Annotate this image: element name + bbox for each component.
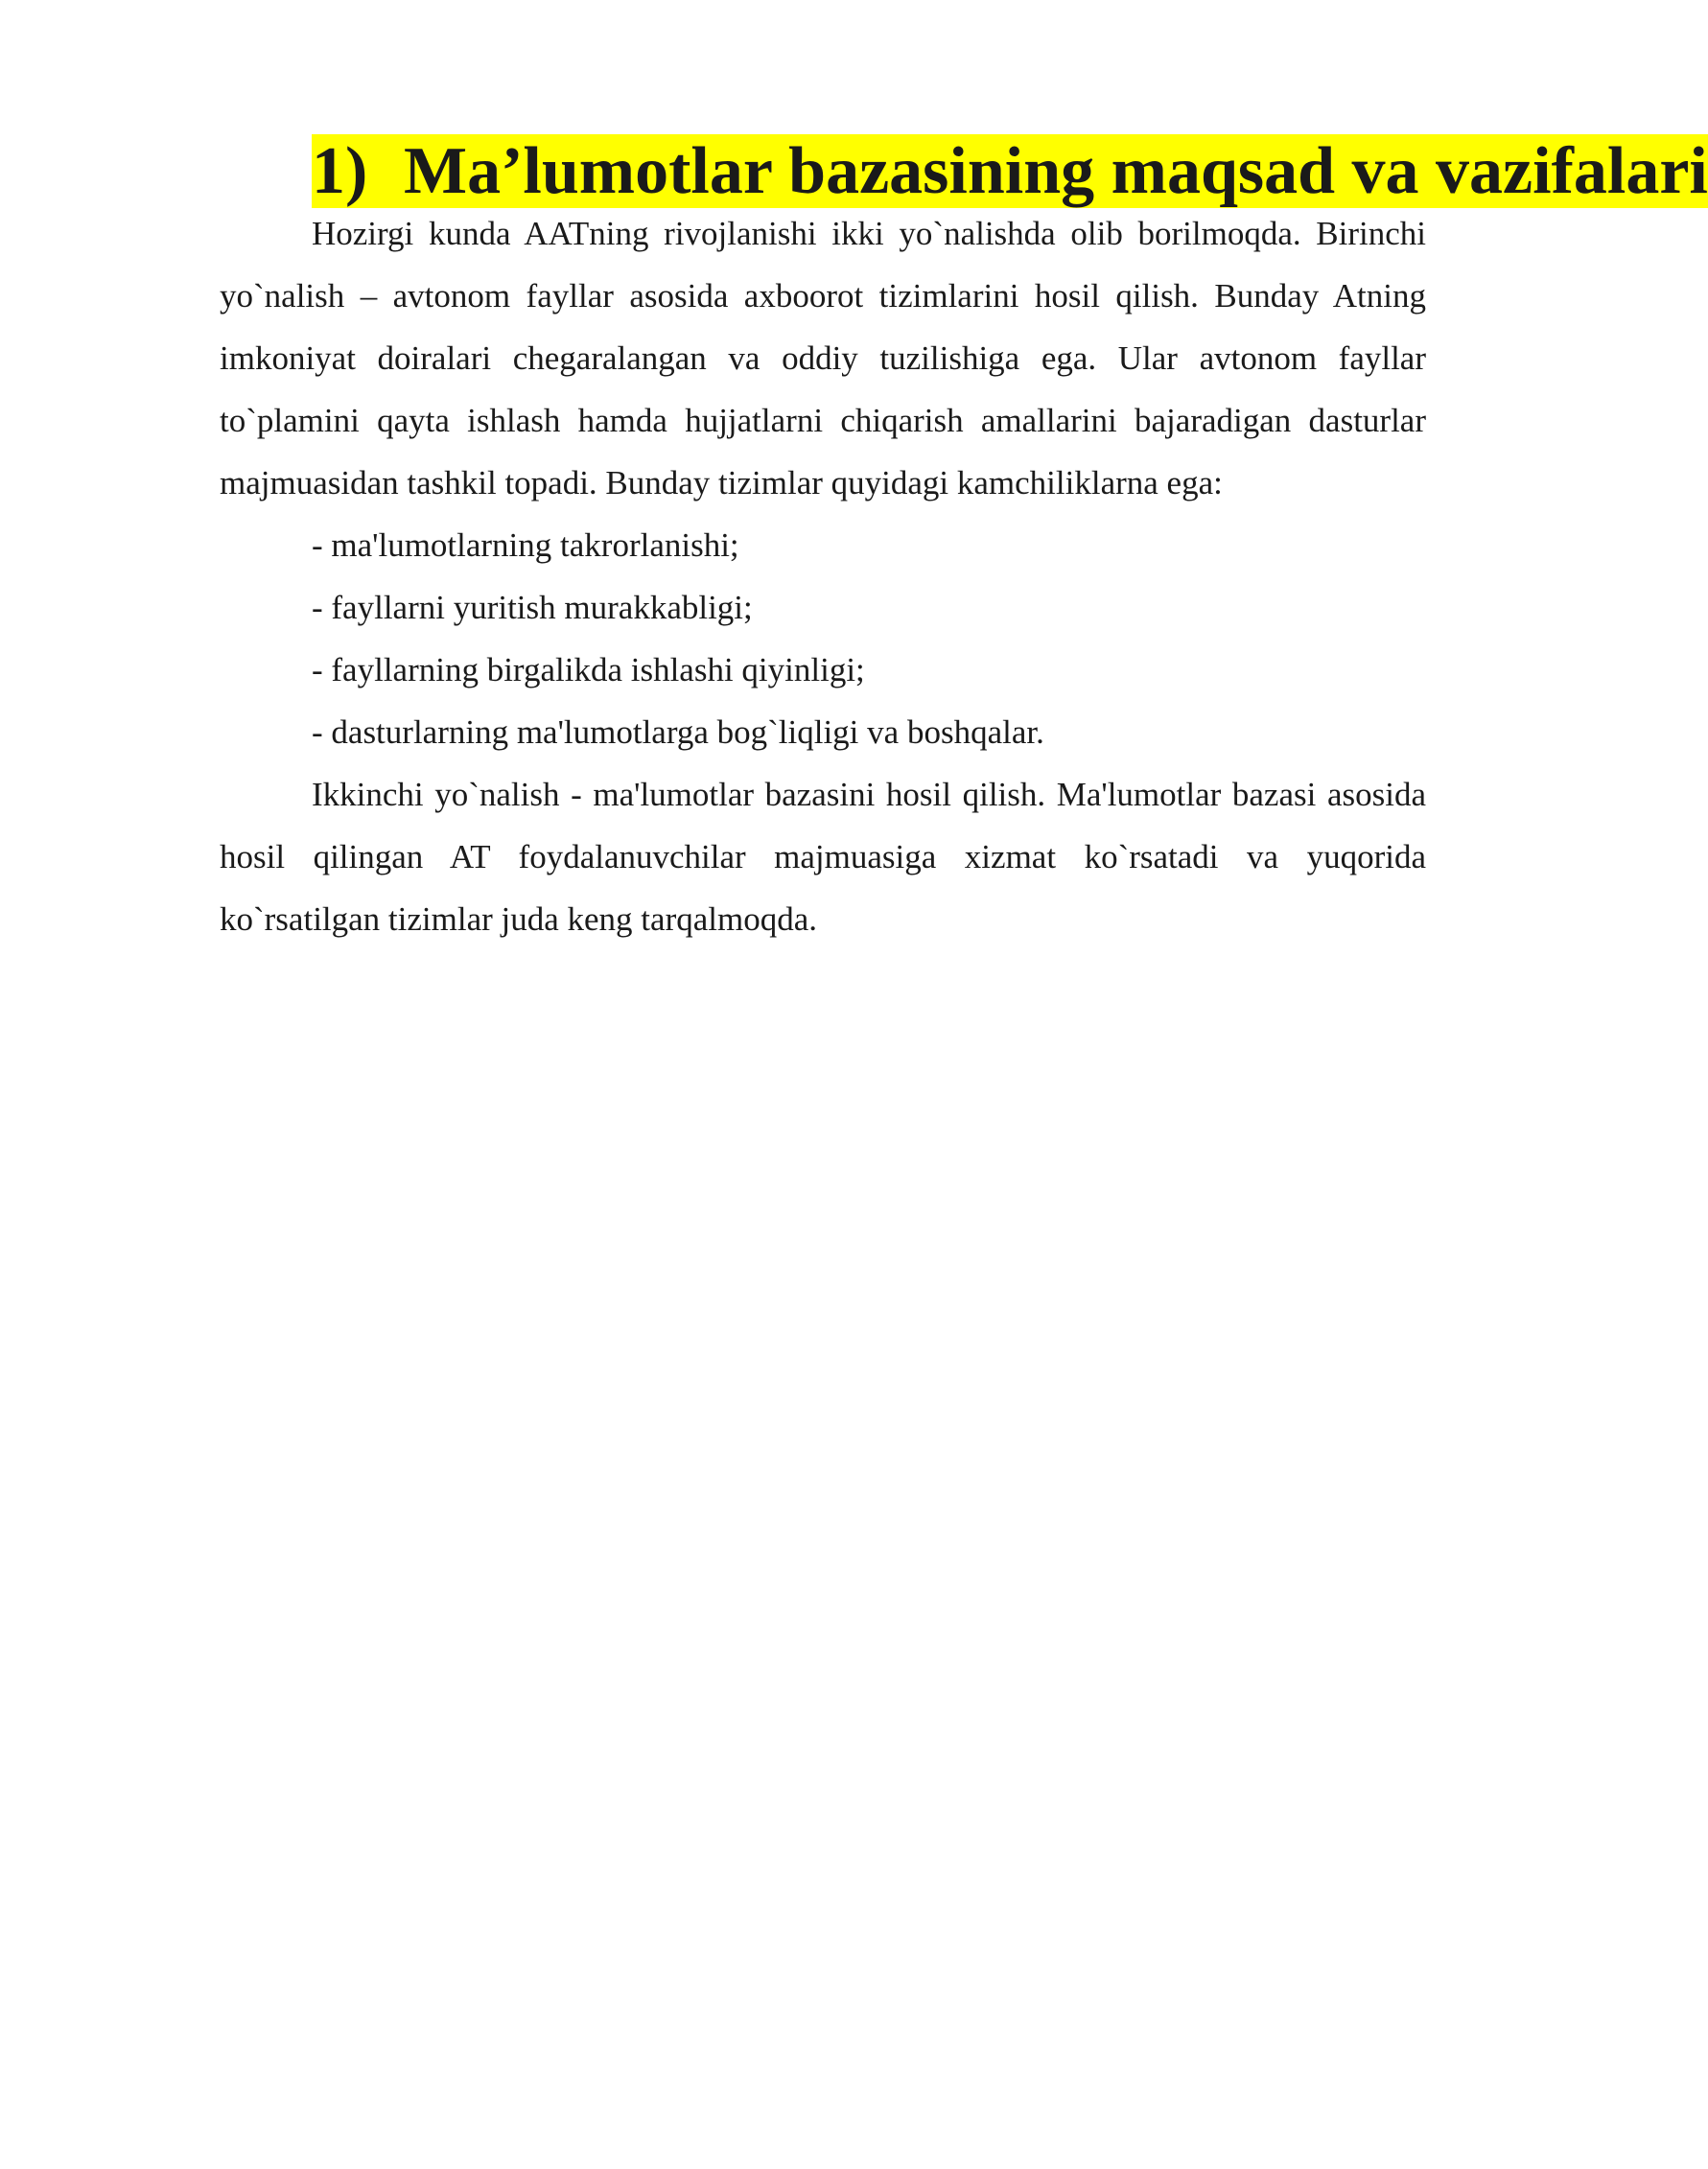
list-item: - ma'lumotlarning takrorlanishi; (312, 526, 739, 564)
paragraph-second-direction: Ikkinchi yo`nalish - ma'lumotlar bazasini hosil qilish. Ma'lumotlar bazasi asosida hosil qilingan AT foydalanuvchilar majmuasiga xizmat ko`rsatadi va yuqorida ko`rsatilgan tizimlar juda keng tarqalmoqda. (220, 776, 1426, 938)
paragraph-intro: Hozirgi kunda AATning rivojlanishi ikki yo`nalishda olib borilmoqda. Birinchi yo`nalish – avtonom fayllar asosida axboorot tizimlarini hosil qilish. Bunday Atning imkoniyat doiralari chegaralangan va oddiy tuzilishiga ega. Ular avtonom fayllar to`plamini qayta ishlash hamda hujjatlarni chiqarish amallarini bajaradigan dasturlar majmuasidan tashkil topadi. Bunday tizimlar quyidagi kamchiliklarna ega: (220, 215, 1426, 501)
drawbacks-list (220, 514, 1426, 763)
list-item: - fayllarning birgalikda ishlashi qiyinligi; (312, 651, 865, 688)
document-body (220, 134, 1708, 950)
list-item: - dasturlarning ma'lumotlarga bog`liqligi va boshqalar. (312, 713, 1044, 751)
heading-highlight (312, 134, 1708, 208)
heading-title: Ma’lumotlar bazasining maqsad va vazifalari (404, 134, 1708, 208)
section-heading (220, 134, 1708, 208)
list-item: - fayllarni yuritish murakkabligi; (312, 589, 753, 626)
heading-number: 1) (312, 134, 368, 208)
